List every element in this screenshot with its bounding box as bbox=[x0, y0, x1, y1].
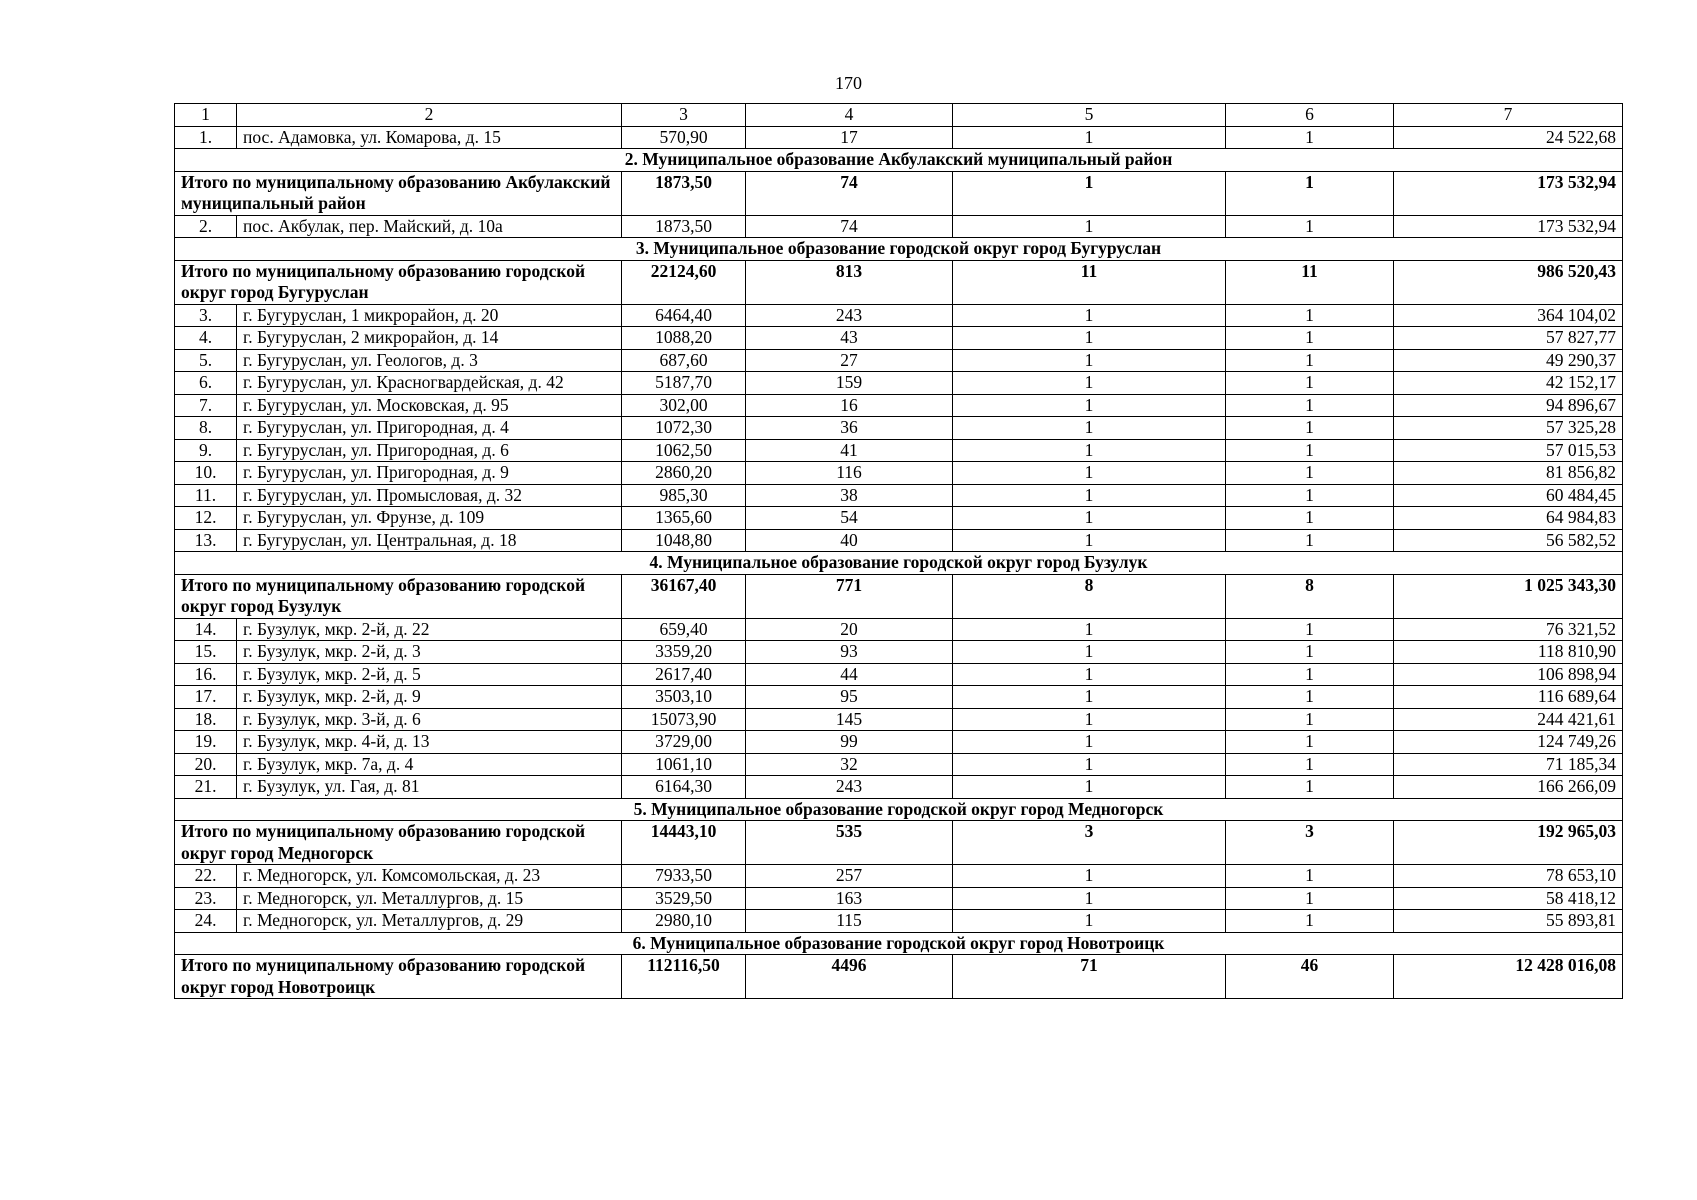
row-number: 24. bbox=[175, 910, 237, 933]
row-address: г. Бугуруслан, ул. Геологов, д. 3 bbox=[237, 349, 622, 372]
cell-col5: 1 bbox=[953, 484, 1226, 507]
cell-residents: 116 bbox=[746, 462, 953, 485]
cell-col6: 3 bbox=[1226, 821, 1394, 865]
cell-area: 302,00 bbox=[622, 394, 746, 417]
table-row bbox=[175, 887, 1623, 910]
cell-residents: 17 bbox=[746, 126, 953, 149]
row-address: пос. Акбулак, пер. Майский, д. 10а bbox=[237, 215, 622, 238]
table-row bbox=[175, 394, 1623, 417]
cell-col6: 1 bbox=[1226, 417, 1394, 440]
housing-table bbox=[174, 103, 1623, 999]
cell-residents: 159 bbox=[746, 372, 953, 395]
cell-cost: 57 827,77 bbox=[1394, 327, 1623, 350]
cell-residents: 20 bbox=[746, 618, 953, 641]
cell-area: 570,90 bbox=[622, 126, 746, 149]
cell-residents: 43 bbox=[746, 327, 953, 350]
cell-residents: 145 bbox=[746, 708, 953, 731]
cell-area: 3529,50 bbox=[622, 887, 746, 910]
table-row bbox=[175, 484, 1623, 507]
cell-col5: 1 bbox=[953, 731, 1226, 754]
cell-residents: 41 bbox=[746, 439, 953, 462]
cell-area: 687,60 bbox=[622, 349, 746, 372]
cell-col5: 1 bbox=[953, 327, 1226, 350]
table-row bbox=[175, 776, 1623, 799]
cell-col6: 1 bbox=[1226, 327, 1394, 350]
row-number: 15. bbox=[175, 641, 237, 664]
table-row bbox=[175, 215, 1623, 238]
row-address: г. Бугуруслан, 1 микрорайон, д. 20 bbox=[237, 304, 622, 327]
cell-col6: 1 bbox=[1226, 663, 1394, 686]
cell-area: 1873,50 bbox=[622, 215, 746, 238]
cell-residents: 74 bbox=[746, 215, 953, 238]
cell-col6: 1 bbox=[1226, 349, 1394, 372]
cell-cost: 173 532,94 bbox=[1394, 215, 1623, 238]
table-row bbox=[175, 708, 1623, 731]
row-address: г. Бугуруслан, ул. Фрунзе, д. 109 bbox=[237, 507, 622, 530]
cell-residents: 243 bbox=[746, 304, 953, 327]
row-number: 14. bbox=[175, 618, 237, 641]
cell-cost: 124 749,26 bbox=[1394, 731, 1623, 754]
cell-cost: 364 104,02 bbox=[1394, 304, 1623, 327]
cell-col5: 1 bbox=[953, 171, 1226, 215]
cell-area: 1365,60 bbox=[622, 507, 746, 530]
cell-residents: 40 bbox=[746, 529, 953, 552]
cell-cost: 42 152,17 bbox=[1394, 372, 1623, 395]
cell-cost: 166 266,09 bbox=[1394, 776, 1623, 799]
row-address: г. Бугуруслан, ул. Красногвардейская, д. 42 bbox=[237, 372, 622, 395]
row-number: 20. bbox=[175, 753, 237, 776]
cell-area: 3729,00 bbox=[622, 731, 746, 754]
cell-area: 985,30 bbox=[622, 484, 746, 507]
cell-col5: 1 bbox=[953, 686, 1226, 709]
total-row bbox=[175, 574, 1623, 618]
cell-cost: 57 325,28 bbox=[1394, 417, 1623, 440]
cell-col5: 1 bbox=[953, 507, 1226, 530]
row-number: 16. bbox=[175, 663, 237, 686]
total-row bbox=[175, 171, 1623, 215]
section-title: 6. Муниципальное образование городской округ город Новотроицк bbox=[175, 932, 1623, 955]
cell-col6: 1 bbox=[1226, 865, 1394, 888]
row-address: пос. Адамовка, ул. Комарова, д. 15 bbox=[237, 126, 622, 149]
cell-area: 1873,50 bbox=[622, 171, 746, 215]
cell-col5: 1 bbox=[953, 910, 1226, 933]
cell-col5: 1 bbox=[953, 439, 1226, 462]
cell-area: 1088,20 bbox=[622, 327, 746, 350]
section-row bbox=[175, 552, 1623, 575]
total-label: Итого по муниципальному образованию городской округ город Бузулук bbox=[175, 574, 622, 618]
cell-cost: 94 896,67 bbox=[1394, 394, 1623, 417]
cell-col5: 3 bbox=[953, 821, 1226, 865]
section-title: 4. Муниципальное образование городской округ город Бузулук bbox=[175, 552, 1623, 575]
row-address: г. Медногорск, ул. Металлургов, д. 15 bbox=[237, 887, 622, 910]
column-number-5: 5 bbox=[953, 104, 1226, 127]
cell-residents: 243 bbox=[746, 776, 953, 799]
table-row bbox=[175, 507, 1623, 530]
cell-cost: 986 520,43 bbox=[1394, 260, 1623, 304]
cell-cost: 60 484,45 bbox=[1394, 484, 1623, 507]
cell-cost: 12 428 016,08 bbox=[1394, 955, 1623, 999]
cell-cost: 24 522,68 bbox=[1394, 126, 1623, 149]
cell-cost: 55 893,81 bbox=[1394, 910, 1623, 933]
page-number: 170 bbox=[835, 73, 862, 93]
row-number: 2. bbox=[175, 215, 237, 238]
cell-residents: 95 bbox=[746, 686, 953, 709]
row-number: 9. bbox=[175, 439, 237, 462]
cell-col6: 1 bbox=[1226, 753, 1394, 776]
section-row bbox=[175, 238, 1623, 261]
table-row bbox=[175, 686, 1623, 709]
row-number: 5. bbox=[175, 349, 237, 372]
column-number-1: 1 bbox=[175, 104, 237, 127]
row-number: 13. bbox=[175, 529, 237, 552]
table-row bbox=[175, 910, 1623, 933]
cell-col5: 1 bbox=[953, 708, 1226, 731]
row-address: г. Бугуруслан, ул. Пригородная, д. 6 bbox=[237, 439, 622, 462]
cell-area: 6164,30 bbox=[622, 776, 746, 799]
row-number: 1. bbox=[175, 126, 237, 149]
cell-residents: 54 bbox=[746, 507, 953, 530]
cell-cost: 81 856,82 bbox=[1394, 462, 1623, 485]
cell-col5: 1 bbox=[953, 126, 1226, 149]
cell-cost: 244 421,61 bbox=[1394, 708, 1623, 731]
cell-residents: 27 bbox=[746, 349, 953, 372]
cell-col6: 1 bbox=[1226, 887, 1394, 910]
cell-col5: 1 bbox=[953, 618, 1226, 641]
cell-col5: 11 bbox=[953, 260, 1226, 304]
cell-cost: 71 185,34 bbox=[1394, 753, 1623, 776]
row-number: 6. bbox=[175, 372, 237, 395]
cell-cost: 192 965,03 bbox=[1394, 821, 1623, 865]
table-row bbox=[175, 349, 1623, 372]
cell-col5: 1 bbox=[953, 394, 1226, 417]
table-row bbox=[175, 865, 1623, 888]
cell-cost: 116 689,64 bbox=[1394, 686, 1623, 709]
cell-cost: 118 810,90 bbox=[1394, 641, 1623, 664]
cell-cost: 58 418,12 bbox=[1394, 887, 1623, 910]
cell-col6: 1 bbox=[1226, 686, 1394, 709]
cell-col6: 1 bbox=[1226, 641, 1394, 664]
cell-col6: 11 bbox=[1226, 260, 1394, 304]
cell-col5: 1 bbox=[953, 641, 1226, 664]
cell-col5: 1 bbox=[953, 349, 1226, 372]
row-number: 17. bbox=[175, 686, 237, 709]
cell-col5: 1 bbox=[953, 462, 1226, 485]
row-address: г. Медногорск, ул. Металлургов, д. 29 bbox=[237, 910, 622, 933]
cell-residents: 163 bbox=[746, 887, 953, 910]
cell-area: 112116,50 bbox=[622, 955, 746, 999]
cell-col5: 1 bbox=[953, 529, 1226, 552]
row-number: 7. bbox=[175, 394, 237, 417]
cell-col6: 1 bbox=[1226, 462, 1394, 485]
table-row bbox=[175, 304, 1623, 327]
cell-col5: 71 bbox=[953, 955, 1226, 999]
row-address: г. Бузулук, мкр. 7а, д. 4 bbox=[237, 753, 622, 776]
row-address: г. Бугуруслан, ул. Московская, д. 95 bbox=[237, 394, 622, 417]
total-label: Итого по муниципальному образованию городской округ город Бугуруслан bbox=[175, 260, 622, 304]
cell-col6: 1 bbox=[1226, 394, 1394, 417]
cell-area: 7933,50 bbox=[622, 865, 746, 888]
row-address: г. Бугуруслан, ул. Центральная, д. 18 bbox=[237, 529, 622, 552]
column-number-7: 7 bbox=[1394, 104, 1623, 127]
cell-area: 3359,20 bbox=[622, 641, 746, 664]
cell-residents: 535 bbox=[746, 821, 953, 865]
cell-col6: 8 bbox=[1226, 574, 1394, 618]
row-number: 10. bbox=[175, 462, 237, 485]
total-label: Итого по муниципальному образованию Акбулакский муниципальный район bbox=[175, 171, 622, 215]
cell-area: 1072,30 bbox=[622, 417, 746, 440]
section-row bbox=[175, 932, 1623, 955]
cell-residents: 38 bbox=[746, 484, 953, 507]
row-number: 22. bbox=[175, 865, 237, 888]
table-row bbox=[175, 753, 1623, 776]
cell-residents: 115 bbox=[746, 910, 953, 933]
cell-area: 2860,20 bbox=[622, 462, 746, 485]
cell-area: 14443,10 bbox=[622, 821, 746, 865]
cell-residents: 4496 bbox=[746, 955, 953, 999]
row-address: г. Бузулук, мкр. 2-й, д. 22 bbox=[237, 618, 622, 641]
cell-cost: 49 290,37 bbox=[1394, 349, 1623, 372]
cell-residents: 771 bbox=[746, 574, 953, 618]
cell-col5: 8 bbox=[953, 574, 1226, 618]
row-number: 19. bbox=[175, 731, 237, 754]
cell-col6: 1 bbox=[1226, 618, 1394, 641]
cell-col5: 1 bbox=[953, 865, 1226, 888]
row-number: 8. bbox=[175, 417, 237, 440]
cell-area: 1061,10 bbox=[622, 753, 746, 776]
cell-col6: 1 bbox=[1226, 776, 1394, 799]
cell-area: 2617,40 bbox=[622, 663, 746, 686]
cell-residents: 16 bbox=[746, 394, 953, 417]
cell-col6: 1 bbox=[1226, 126, 1394, 149]
table-row bbox=[175, 529, 1623, 552]
cell-residents: 93 bbox=[746, 641, 953, 664]
cell-cost: 173 532,94 bbox=[1394, 171, 1623, 215]
table-row bbox=[175, 663, 1623, 686]
row-address: г. Бузулук, мкр. 4-й, д. 13 bbox=[237, 731, 622, 754]
cell-col6: 1 bbox=[1226, 439, 1394, 462]
row-number: 4. bbox=[175, 327, 237, 350]
column-number-row bbox=[175, 104, 1623, 127]
column-number-4: 4 bbox=[746, 104, 953, 127]
row-address: г. Бугуруслан, ул. Пригородная, д. 4 bbox=[237, 417, 622, 440]
cell-cost: 76 321,52 bbox=[1394, 618, 1623, 641]
cell-col5: 1 bbox=[953, 663, 1226, 686]
table-row bbox=[175, 641, 1623, 664]
cell-col6: 1 bbox=[1226, 484, 1394, 507]
cell-col6: 1 bbox=[1226, 171, 1394, 215]
cell-col5: 1 bbox=[953, 776, 1226, 799]
table-row bbox=[175, 618, 1623, 641]
cell-area: 36167,40 bbox=[622, 574, 746, 618]
cell-col5: 1 bbox=[953, 887, 1226, 910]
cell-residents: 813 bbox=[746, 260, 953, 304]
section-row bbox=[175, 798, 1623, 821]
table-row bbox=[175, 126, 1623, 149]
cell-area: 15073,90 bbox=[622, 708, 746, 731]
row-address: г. Медногорск, ул. Комсомольская, д. 23 bbox=[237, 865, 622, 888]
cell-area: 6464,40 bbox=[622, 304, 746, 327]
section-row bbox=[175, 149, 1623, 172]
cell-residents: 44 bbox=[746, 663, 953, 686]
cell-area: 22124,60 bbox=[622, 260, 746, 304]
cell-cost: 1 025 343,30 bbox=[1394, 574, 1623, 618]
cell-col6: 1 bbox=[1226, 304, 1394, 327]
cell-col6: 1 bbox=[1226, 910, 1394, 933]
row-number: 3. bbox=[175, 304, 237, 327]
cell-cost: 56 582,52 bbox=[1394, 529, 1623, 552]
cell-col6: 1 bbox=[1226, 529, 1394, 552]
table-row bbox=[175, 439, 1623, 462]
row-number: 21. bbox=[175, 776, 237, 799]
cell-col6: 46 bbox=[1226, 955, 1394, 999]
column-number-2: 2 bbox=[237, 104, 622, 127]
cell-col5: 1 bbox=[953, 215, 1226, 238]
cell-cost: 106 898,94 bbox=[1394, 663, 1623, 686]
cell-residents: 32 bbox=[746, 753, 953, 776]
cell-residents: 257 bbox=[746, 865, 953, 888]
section-title: 5. Муниципальное образование городской округ город Медногорск bbox=[175, 798, 1623, 821]
cell-col6: 1 bbox=[1226, 507, 1394, 530]
table-row bbox=[175, 417, 1623, 440]
row-number: 23. bbox=[175, 887, 237, 910]
table-body bbox=[175, 104, 1623, 999]
cell-residents: 36 bbox=[746, 417, 953, 440]
cell-col5: 1 bbox=[953, 753, 1226, 776]
column-number-6: 6 bbox=[1226, 104, 1394, 127]
row-number: 18. bbox=[175, 708, 237, 731]
row-address: г. Бузулук, мкр. 3-й, д. 6 bbox=[237, 708, 622, 731]
cell-col6: 1 bbox=[1226, 731, 1394, 754]
row-address: г. Бузулук, мкр. 2-й, д. 3 bbox=[237, 641, 622, 664]
cell-col6: 1 bbox=[1226, 708, 1394, 731]
total-label: Итого по муниципальному образованию городской округ город Медногорск bbox=[175, 821, 622, 865]
row-number: 12. bbox=[175, 507, 237, 530]
cell-col6: 1 bbox=[1226, 215, 1394, 238]
section-title: 3. Муниципальное образование городской округ город Бугуруслан bbox=[175, 238, 1623, 261]
cell-cost: 78 653,10 bbox=[1394, 865, 1623, 888]
cell-residents: 74 bbox=[746, 171, 953, 215]
row-address: г. Бузулук, мкр. 2-й, д. 9 bbox=[237, 686, 622, 709]
cell-area: 3503,10 bbox=[622, 686, 746, 709]
total-label: Итого по муниципальному образованию городской округ город Новотроицк bbox=[175, 955, 622, 999]
row-address: г. Бугуруслан, 2 микрорайон, д. 14 bbox=[237, 327, 622, 350]
column-number-3: 3 bbox=[622, 104, 746, 127]
total-row bbox=[175, 821, 1623, 865]
cell-col5: 1 bbox=[953, 417, 1226, 440]
cell-area: 2980,10 bbox=[622, 910, 746, 933]
cell-area: 659,40 bbox=[622, 618, 746, 641]
table-row bbox=[175, 327, 1623, 350]
table-row bbox=[175, 372, 1623, 395]
row-address: г. Бугуруслан, ул. Пригородная, д. 9 bbox=[237, 462, 622, 485]
table-row bbox=[175, 731, 1623, 754]
row-address: г. Бузулук, ул. Гая, д. 81 bbox=[237, 776, 622, 799]
cell-area: 1048,80 bbox=[622, 529, 746, 552]
cell-col6: 1 bbox=[1226, 372, 1394, 395]
table-row bbox=[175, 462, 1623, 485]
total-row bbox=[175, 955, 1623, 999]
cell-area: 1062,50 bbox=[622, 439, 746, 462]
cell-col5: 1 bbox=[953, 372, 1226, 395]
cell-area: 5187,70 bbox=[622, 372, 746, 395]
cell-residents: 99 bbox=[746, 731, 953, 754]
section-title: 2. Муниципальное образование Акбулакский муниципальный район bbox=[175, 149, 1623, 172]
cell-col5: 1 bbox=[953, 304, 1226, 327]
cell-cost: 64 984,83 bbox=[1394, 507, 1623, 530]
row-number: 11. bbox=[175, 484, 237, 507]
cell-cost: 57 015,53 bbox=[1394, 439, 1623, 462]
row-address: г. Бугуруслан, ул. Промысловая, д. 32 bbox=[237, 484, 622, 507]
total-row bbox=[175, 260, 1623, 304]
row-address: г. Бузулук, мкр. 2-й, д. 5 bbox=[237, 663, 622, 686]
